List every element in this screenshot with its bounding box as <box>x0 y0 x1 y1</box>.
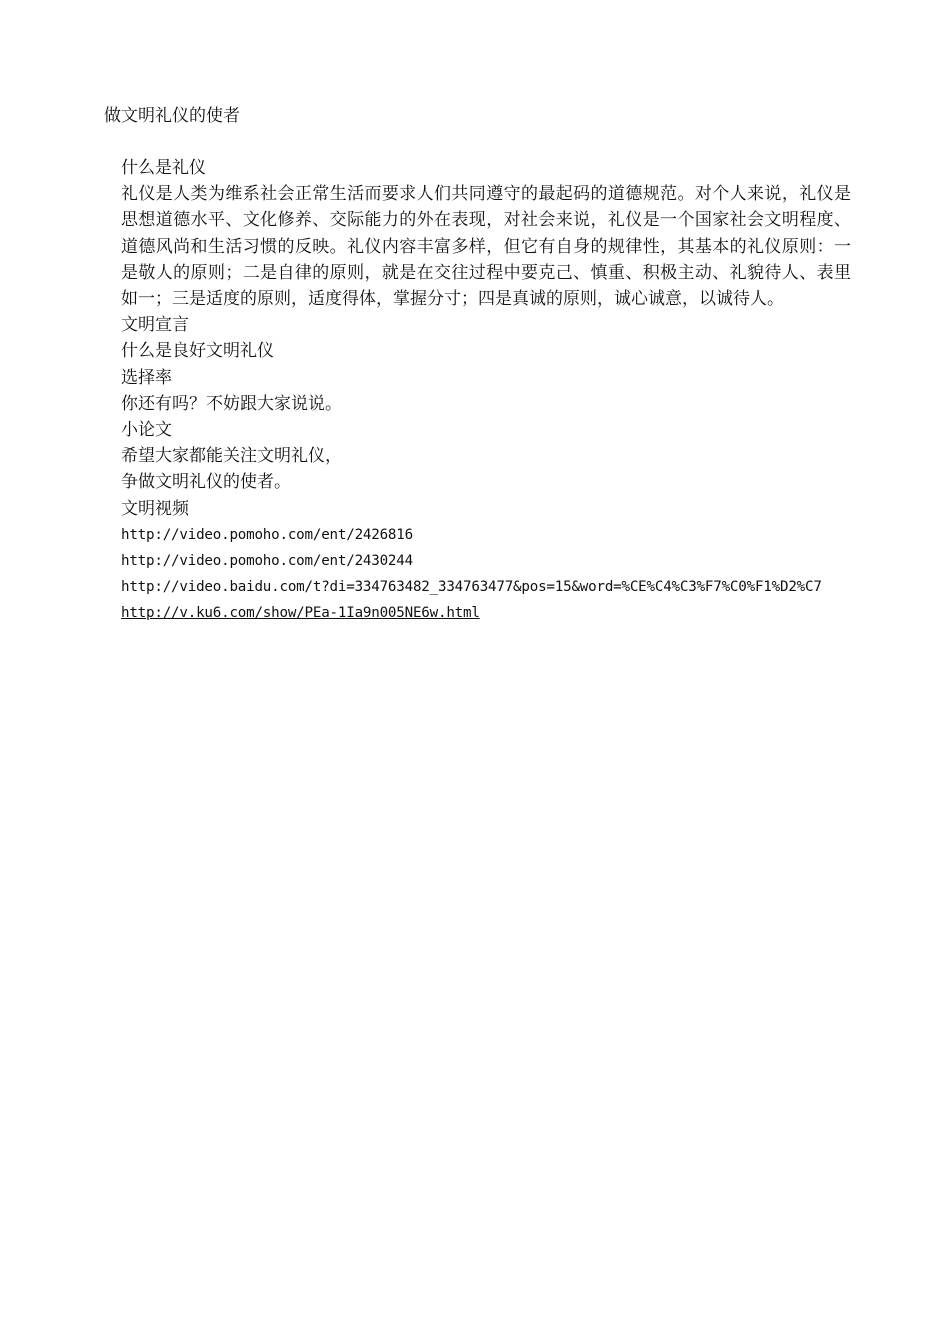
essay-line-1: 希望大家都能关注文明礼仪， <box>121 446 342 467</box>
heading-selection-rate: 选择率 <box>121 367 172 388</box>
document-body <box>121 155 851 627</box>
document-title: 做文明礼仪的使者 <box>104 106 240 126</box>
heading-civilization-declaration: 文明宣言 <box>121 315 189 336</box>
heading-good-etiquette: 什么是良好文明礼仪 <box>121 341 274 362</box>
video-link-ku6[interactable]: http://v.ku6.com/show/PEa-1Ia9n005NE6w.html <box>121 605 480 622</box>
heading-civilization-videos: 文明视频 <box>121 498 189 519</box>
section-heading-what-is-etiquette: 什么是礼仪 <box>121 158 206 178</box>
prompt-share-with-everyone: 你还有吗？不妨跟大家说说。 <box>121 393 342 414</box>
video-url-1: http://video.pomoho.com/ent/2426816 <box>121 526 413 543</box>
essay-line-2: 争做文明礼仪的使者。 <box>121 472 291 493</box>
video-url-2: http://video.pomoho.com/ent/2430244 <box>121 553 413 570</box>
etiquette-definition-paragraph: 礼仪是人类为维系社会正常生活而要求人们共同遵守的最起码的道德规范。对个人来说，礼仪是思想道德水平、文化修养、交际能力的外在表现，对社会来说，礼仪是一个国家社会文明程度、道德风尚和生活习惯的反映。礼仪内容丰富多样，但它有自身的规律性，其基本的礼仪原则：一是敬人的原则；二是自律的原则，就是在交往过程中要克己、慎重、积极主动、礼貌待人、表里如一；三是适度的原则，适度得体，掌握分寸；四是真诚的原则，诚心诚意，以诚待人。 <box>121 184 851 310</box>
video-url-3: http://video.baidu.com/t?di=334763482_334763477&pos=15&word=%CE%C4%C3%F7%C0%F1%D2%C7 <box>121 579 822 596</box>
heading-short-essay: 小论文 <box>121 420 172 441</box>
